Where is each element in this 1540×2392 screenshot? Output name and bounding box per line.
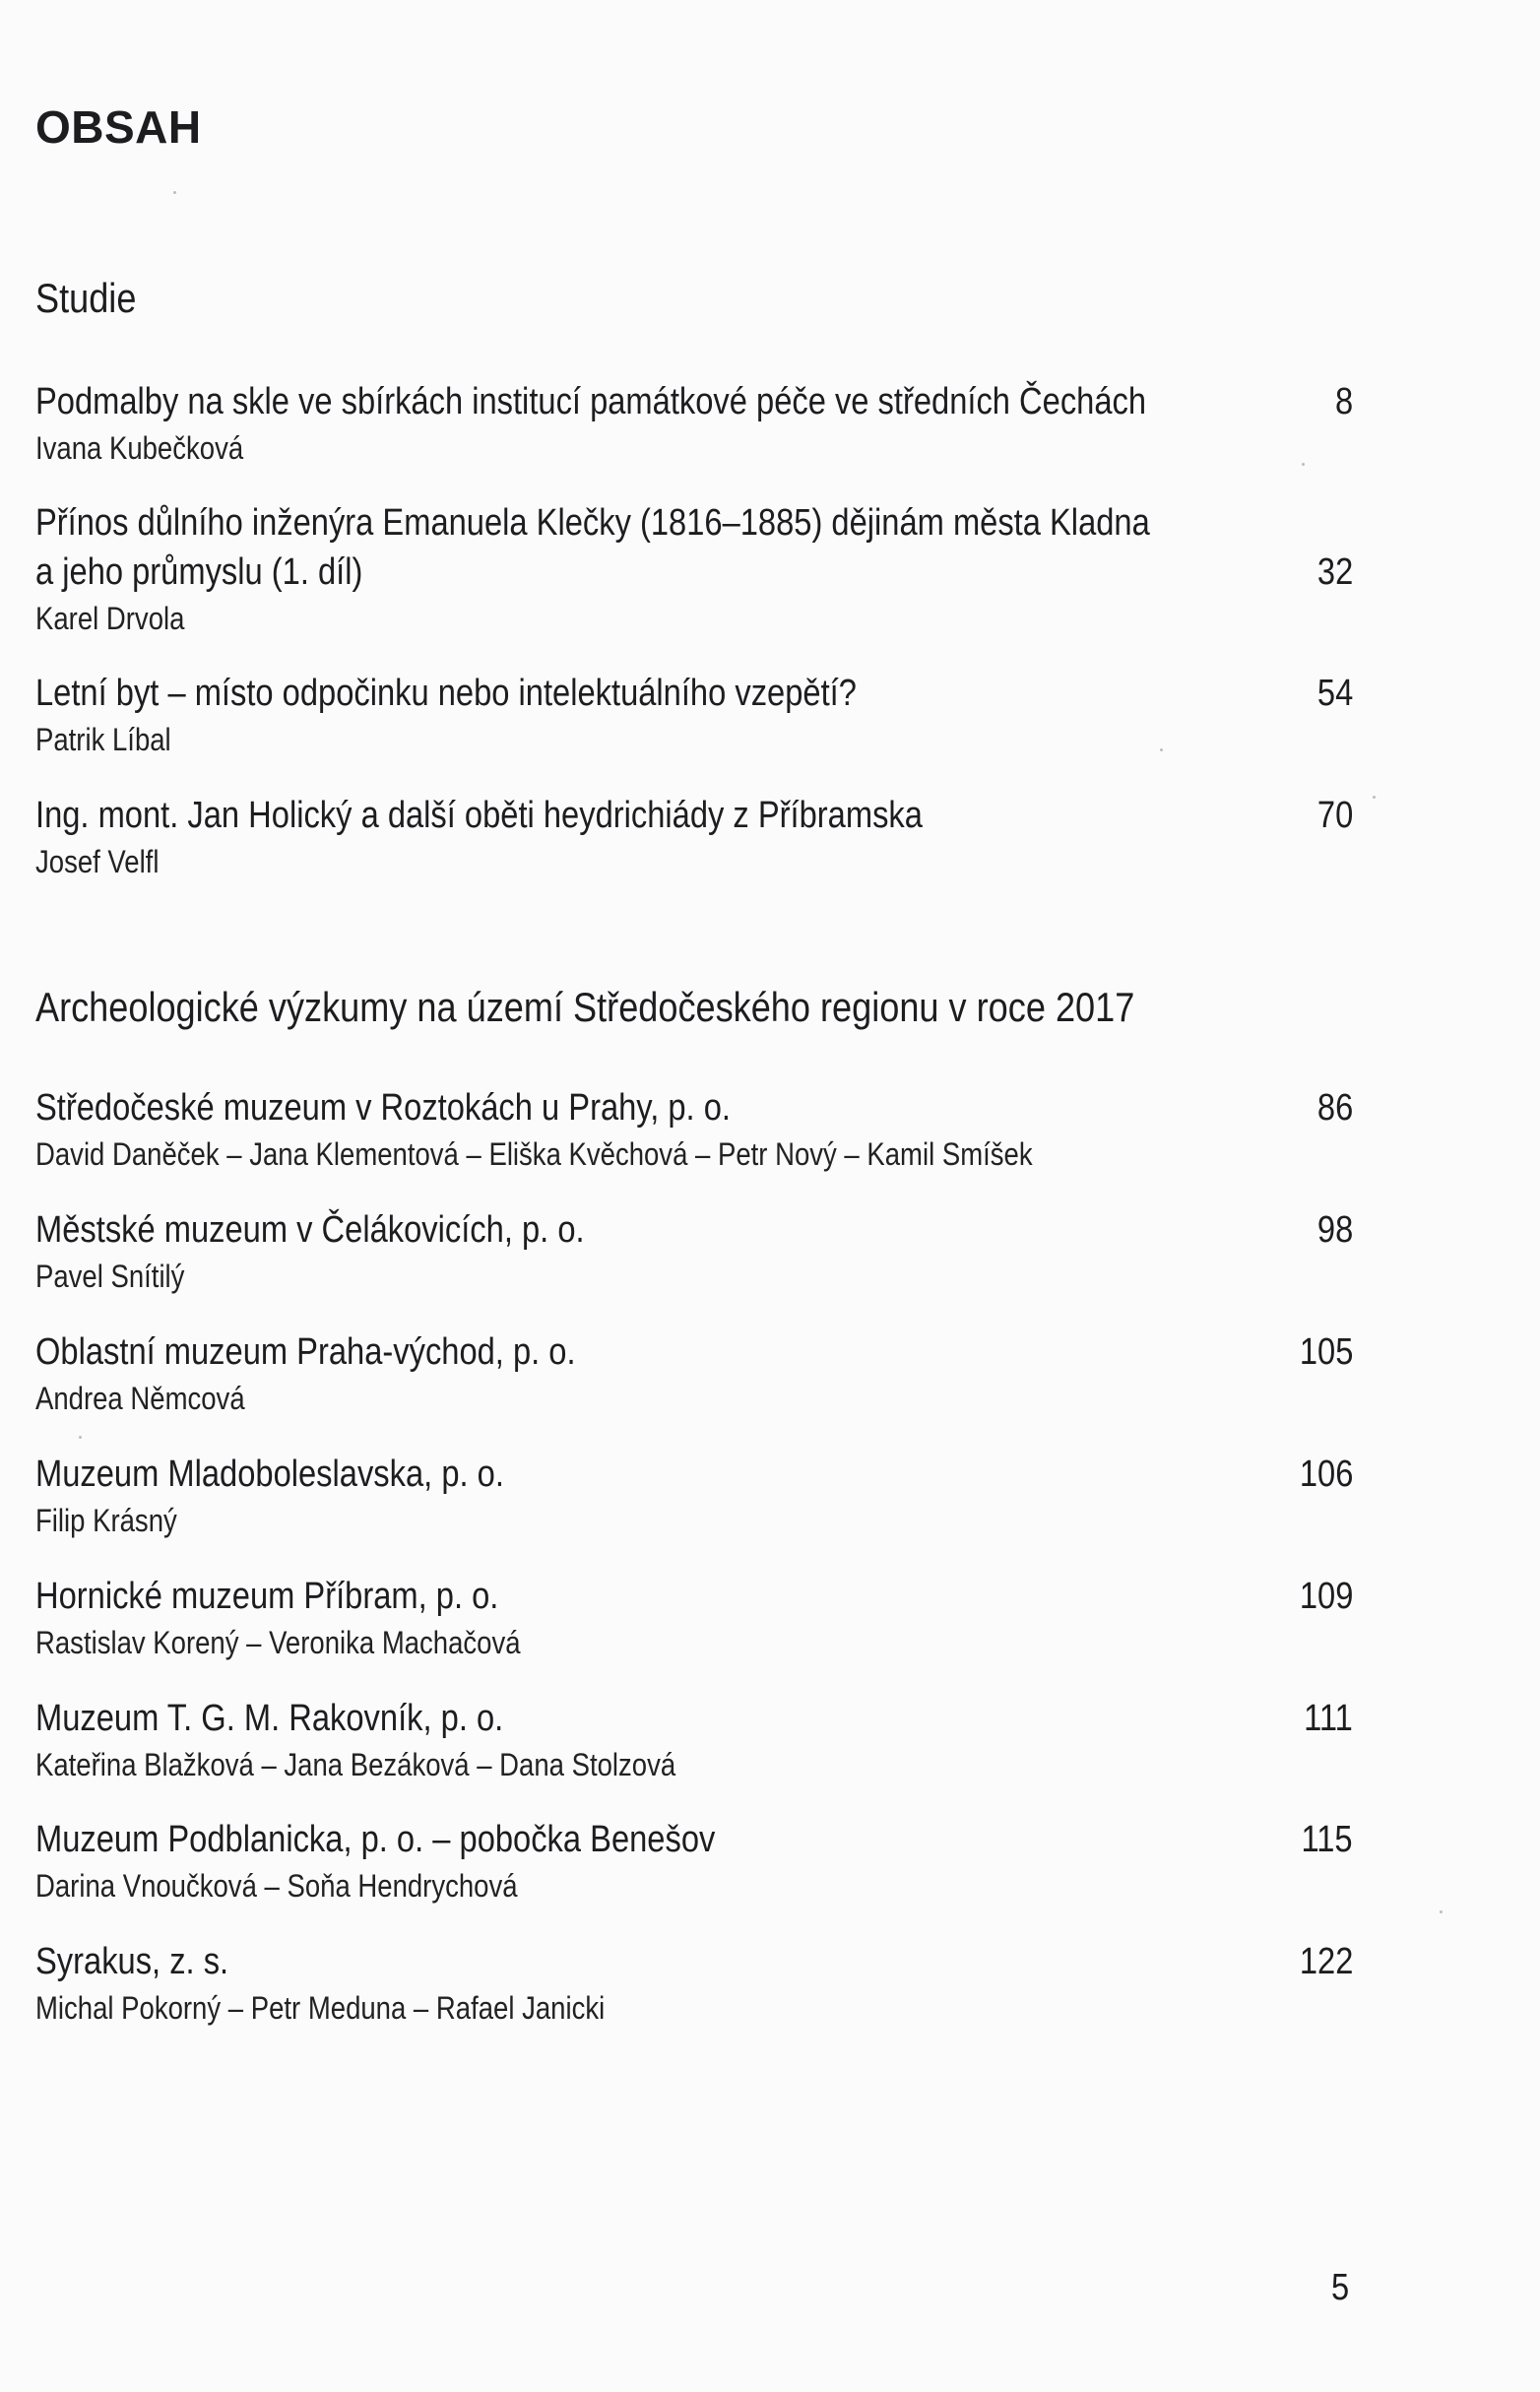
page-number-folio: 5 [1331,2267,1350,2308]
entry-page-number: 106 [1299,1454,1353,1495]
toc-entry[interactable] [35,1694,1353,1786]
entry-author: Karel Drvola [35,601,185,636]
entry-author: Filip Krásný [35,1503,177,1538]
entry-author: Pavel Snítilý [35,1259,185,1294]
toc-entry[interactable] [35,1572,1353,1664]
entry-author: Josef Velfl [35,844,160,879]
scan-speck [173,191,176,194]
entry-author: Patrik Líbal [35,722,171,757]
scan-speck [1160,748,1163,751]
section-heading-studie: Studie [35,275,137,321]
entry-author: Ivana Kubečková [35,430,244,466]
entry-title: Přínos důlního inženýra Emanuela Klečky (1816–1885) dějinám města Kladna [35,502,1150,544]
entry-page-number: 122 [1299,1941,1353,1982]
entry-author: Darina Vnoučková – Soňa Hendrychová [35,1868,518,1904]
entry-title: Městské muzeum v Čelákovicích, p. o. [35,1209,585,1251]
toc-entry[interactable] [35,377,1353,470]
entry-title: Hornické muzeum Příbram, p. o. [35,1576,499,1617]
entry-title: Muzeum Podblanicka, p. o. – pobočka Benešov [35,1819,716,1860]
entry-author: Rastislav Korený – Veronika Machačová [35,1625,521,1660]
entry-page-number: 105 [1299,1331,1353,1373]
entry-title: Syrakus, z. s. [35,1941,229,1982]
entry-title: Letní byt – místo odpočinku nebo intelektuálního vzepětí? [35,673,857,714]
entry-page-number: 86 [1316,1087,1353,1129]
entry-page-number: 115 [1301,1819,1353,1860]
toc-entry[interactable] [35,1205,1353,1298]
entry-title: Podmalby na skle ve sbírkách institucí památkové péče ve středních Čechách [35,381,1147,422]
page-title: OBSAH [35,101,202,153]
entry-page-number: 109 [1299,1576,1353,1617]
entry-author: Michal Pokorný – Petr Meduna – Rafael Janicki [35,1990,606,2026]
entry-title: Muzeum Mladoboleslavska, p. o. [35,1454,504,1495]
toc-entry[interactable] [35,669,1353,761]
toc-entry[interactable] [35,1937,1353,2030]
toc-entry[interactable] [35,1327,1353,1420]
entry-page-number: 32 [1316,551,1353,593]
section-heading-archeologie: Archeologické výzkumy na území Středočeského regionu v roce 2017 [35,984,1135,1030]
entry-page-number: 54 [1316,673,1353,714]
toc-entry[interactable] [35,1815,1353,1907]
toc-entry[interactable] [35,1450,1353,1542]
scan-speck [79,1436,82,1439]
toc-entry[interactable] [35,791,1353,883]
entry-page-number: 8 [1334,381,1353,422]
entry-page-number: 98 [1316,1209,1353,1251]
toc-entry[interactable] [35,498,1353,640]
entry-author: Kateřina Blažková – Jana Bezáková – Dana Stolzová [35,1747,676,1782]
scan-speck [1440,1910,1443,1913]
entry-title: Oblastní muzeum Praha-východ, p. o. [35,1331,576,1373]
entry-title: Ing. mont. Jan Holický a další oběti heydrichiády z Příbramska [35,795,923,836]
entry-author: David Daněček – Jana Klementová – Eliška Kvěchová – Petr Nový – Kamil Smíšek [35,1136,1033,1172]
toc-entry[interactable] [35,1083,1353,1176]
scan-speck [1302,463,1305,466]
entry-author: Andrea Němcová [35,1381,245,1416]
entry-title: Středočeské muzeum v Roztokách u Prahy, p. o. [35,1087,731,1129]
entry-page-number: 111 [1304,1698,1353,1739]
entry-title-continued: a jeho průmyslu (1. díl) [35,551,363,593]
entry-page-number: 70 [1316,795,1353,836]
scan-speck [1373,796,1376,799]
entry-title: Muzeum T. G. M. Rakovník, p. o. [35,1698,504,1739]
